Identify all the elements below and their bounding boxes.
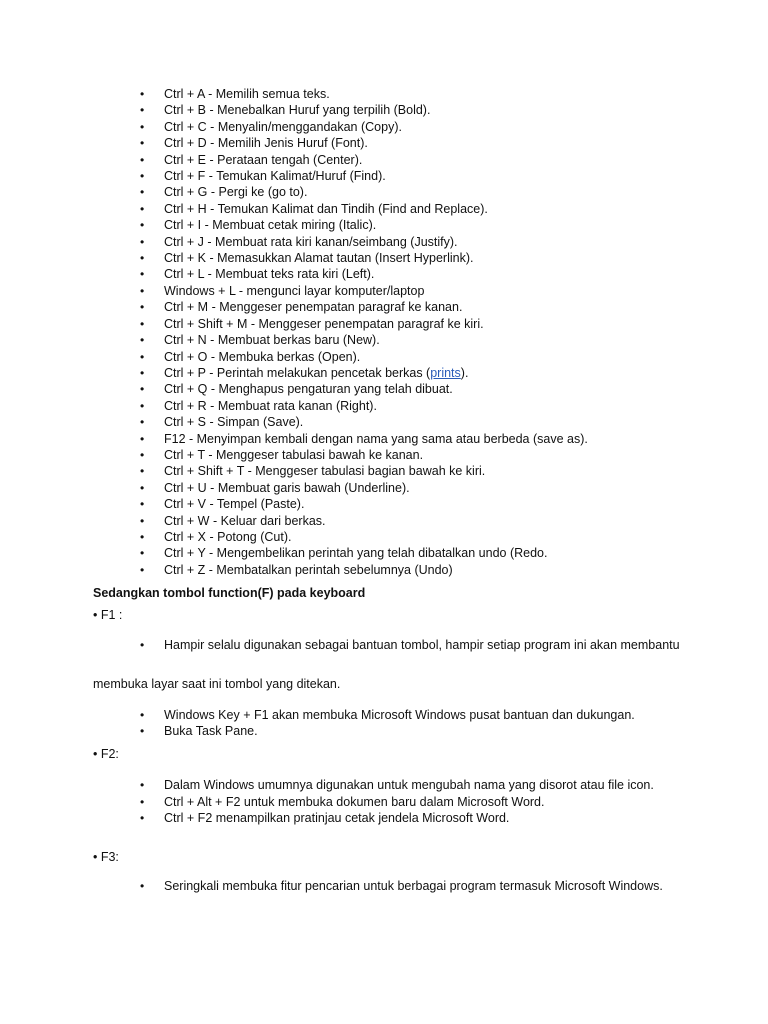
f1-list-continued (0, 707, 768, 740)
print-text-after: ). (460, 365, 469, 380)
f3-list (0, 879, 768, 895)
list-item: • Ctrl + V - Tempel (Paste). (0, 496, 768, 512)
list-item: • Ctrl + F - Temukan Kalimat/Huruf (Find). (0, 168, 768, 184)
section-heading: Sedangkan tombol function(F) pada keyboard (93, 586, 366, 600)
list-item: • Ctrl + Z - Membatalkan perintah sebelumnya (Undo) (0, 562, 768, 578)
list-item: • Ctrl + O - Membuka berkas (Open). (0, 349, 768, 365)
list-item: • Ctrl + T - Menggeser tabulasi bawah ke kanan. (0, 447, 768, 463)
list-item: • Ctrl + L - Membuat teks rata kiri (Left). (0, 266, 768, 282)
list-item: • Ctrl + M - Menggeser penempatan paragraf ke kanan. (0, 299, 768, 315)
f1-list (0, 638, 768, 654)
list-item: • Dalam Windows umumnya digunakan untuk mengubah nama yang disorot atau file icon. (0, 778, 768, 794)
f1-label: • F1 : (93, 608, 123, 622)
list-item: • Ctrl + Shift + T - Menggeser tabulasi bagian bawah ke kiri. (0, 463, 768, 479)
list-item: • Ctrl + Q - Menghapus pengaturan yang telah dibuat. (0, 381, 768, 397)
list-item: • Windows + L - mengunci layar komputer/laptop (0, 283, 768, 299)
list-item: • Windows Key + F1 akan membuka Microsoft Windows pusat bantuan dan dukungan. (0, 707, 768, 723)
list-item: • Ctrl + F2 menampilkan pratinjau cetak jendela Microsoft Word. (0, 810, 768, 826)
list-item: • Ctrl + G - Pergi ke (go to). (0, 184, 768, 200)
prints-link[interactable]: prints (430, 365, 461, 380)
list-item: • Ctrl + X - Potong (Cut). (0, 529, 768, 545)
list-item: • Ctrl + I - Membuat cetak miring (Italic). (0, 217, 768, 233)
list-item: • Ctrl + B - Menebalkan Huruf yang terpilih (Bold). (0, 102, 768, 118)
list-item: • Ctrl + C - Menyalin/menggandakan (Copy). (0, 119, 768, 135)
list-item: • Ctrl + H - Temukan Kalimat dan Tindih (Find and Replace). (0, 201, 768, 217)
f2-list (0, 778, 768, 826)
list-item: • Ctrl + R - Membuat rata kanan (Right). (0, 398, 768, 414)
list-item: • Ctrl + W - Keluar dari berkas. (0, 513, 768, 529)
list-item: • Ctrl + Alt + F2 untuk membuka dokumen baru dalam Microsoft Word. (0, 794, 768, 810)
list-item: • Ctrl + K - Memasukkan Alamat tautan (Insert Hyperlink). (0, 250, 768, 266)
list-item: • Ctrl + Y - Mengembelikan perintah yang telah dibatalkan undo (Redo. (0, 545, 768, 561)
list-item: • Ctrl + A - Memilih semua teks. (0, 86, 768, 102)
f2-label: • F2: (93, 747, 119, 761)
list-item: • Ctrl + N - Membuat berkas baru (New). (0, 332, 768, 348)
list-item: • Ctrl + E - Perataan tengah (Center). (0, 152, 768, 168)
list-item: • F12 - Menyimpan kembali dengan nama yang sama atau berbeda (save as). (0, 431, 768, 447)
list-item: • Ctrl + J - Membuat rata kiri kanan/seimbang (Justify). (0, 234, 768, 250)
list-item: • Seringkali membuka fitur pencarian untuk berbagai program termasuk Microsoft Windows. (0, 879, 768, 895)
list-item: • Ctrl + U - Membuat garis bawah (Underline). (0, 480, 768, 496)
list-item: • Hampir selalu digunakan sebagai bantuan tombol, hampir setiap program ini akan membantu (0, 638, 768, 654)
list-item: • Ctrl + Shift + M - Menggeser penempatan paragraf ke kiri. (0, 316, 768, 332)
f3-label: • F3: (93, 850, 119, 864)
list-item: • Ctrl + S - Simpan (Save). (0, 414, 768, 430)
shortcut-list (0, 86, 768, 578)
list-item-print (0, 365, 768, 381)
list-item: • Ctrl + D - Memilih Jenis Huruf (Font). (0, 135, 768, 151)
print-text-before: Ctrl + P - Perintah melakukan pencetak berkas ( (164, 365, 431, 380)
list-item: • Buka Task Pane. (0, 723, 768, 739)
f1-continuation-text: membuka layar saat ini tombol yang ditekan. (93, 677, 341, 691)
